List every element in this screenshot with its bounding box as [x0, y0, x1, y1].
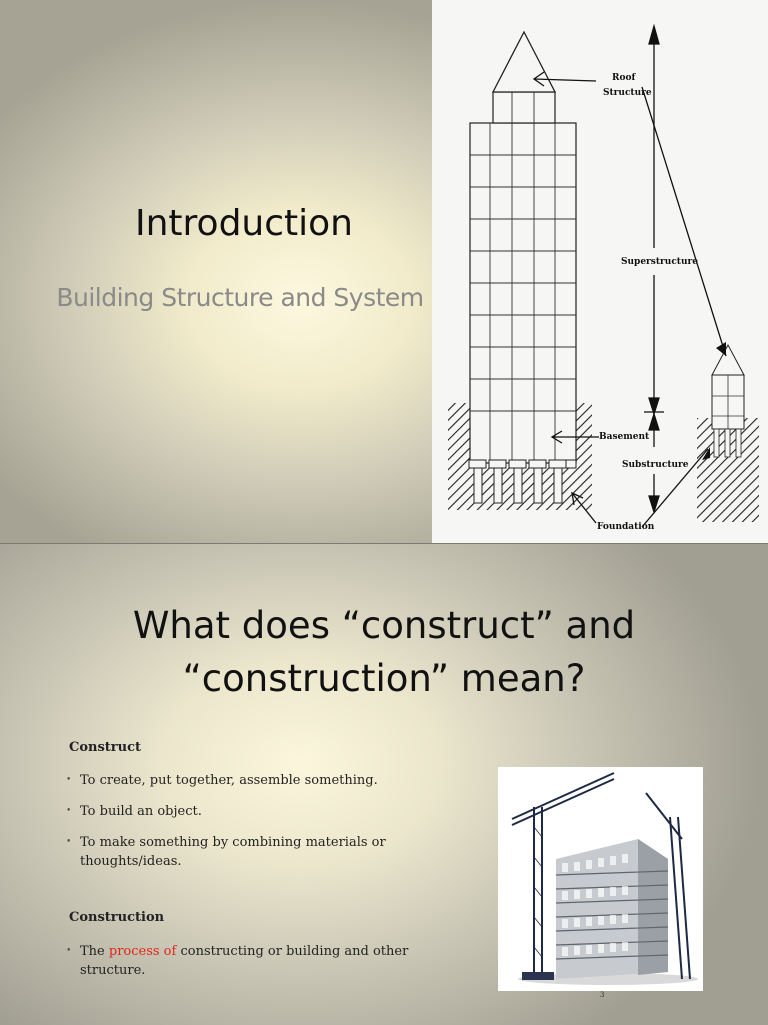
bullet-icon: •	[66, 946, 72, 956]
label-structure: Structure	[603, 88, 652, 98]
bullet-icon: •	[66, 806, 72, 816]
list-item: • To create, put together, assemble something.	[66, 773, 378, 788]
tower-top	[493, 92, 555, 123]
label-superstructure: Superstructure	[621, 257, 698, 267]
slide-title: Introduction	[134, 203, 353, 244]
building-diagram-drawing	[432, 0, 768, 543]
slide-subtitle: Building Structure and System	[56, 283, 424, 312]
tower-body	[470, 123, 576, 463]
building-structure-diagram	[432, 0, 768, 543]
page-number: 3	[600, 991, 605, 999]
list-item: • To make something by combining materials or thoughts/ideas.	[66, 835, 386, 869]
roof-triangle	[493, 32, 555, 92]
title-line-1: What does “construct” and	[132, 604, 636, 647]
cranes-icon	[498, 767, 703, 991]
construct-heading: Construct	[69, 740, 142, 755]
building-under-construction-image	[498, 767, 703, 991]
slide-title	[0, 599, 768, 705]
label-roof: Roof	[612, 73, 636, 83]
highlight-text: process of	[108, 944, 177, 959]
list-item: • The process of constructing or building and other structure.	[66, 944, 409, 978]
bullet-icon: •	[66, 775, 72, 785]
construction-heading: Construction	[69, 910, 165, 925]
label-basement: Basement	[599, 432, 650, 442]
title-line-2: “construction” mean?	[182, 657, 586, 700]
label-foundation: Foundation	[597, 522, 655, 532]
slide-construct-definition	[0, 543, 768, 1025]
crane-base	[522, 972, 554, 980]
construction-bullet-list	[66, 942, 446, 992]
construct-bullet-list	[66, 771, 446, 883]
list-item: • To build an object.	[66, 804, 202, 819]
bullet-icon: •	[66, 837, 72, 847]
label-substructure: Substructure	[622, 460, 689, 470]
